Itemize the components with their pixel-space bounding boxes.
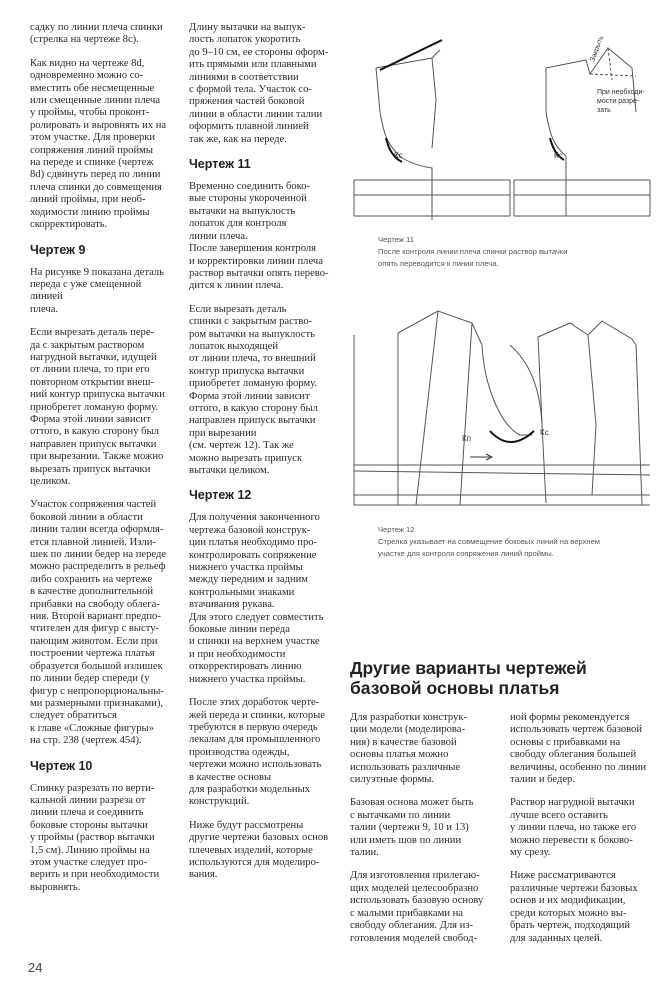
paragraph: Ниже будут рассмотрены другие чертежи базовых основ плечевых изделий, которые используются для моделиро- вания. xyxy=(189,819,329,881)
paragraph: Если вырезать деталь спинки с закрытым раство- ром вытачки на выпуклость лопаток выходящей от линии плеча, то внешний контур припуска вытачки приобретет ломаную форму. Форма этой линии зависит оттого, в какую сторону был направлен припуск вытачки при вырезании (см. чертеж 12). Так же можно вырезать припуск вытачки целиком. xyxy=(189,303,318,476)
paragraph: Для получения законченного чертежа базовой конструк- ции платья необходимо про- контролировать сопряжение нижнего участка проймы между передним и задним контрольными знаками втачивания рукава. Для этого следует совместить боковые линии переда и спинки на верхнем участке и при необходимости откорректировать линию нижнего участка проймы. xyxy=(189,512,324,685)
heading-drawing-11: Чертеж 11 xyxy=(189,157,251,172)
section-title: Другие варианты чертежей базовой основы платья xyxy=(350,658,587,698)
paragraph: Ниже рассматриваются различные чертежи базовых основ и их модификации, среди которых можно вы- брать чертеж, подходящий для заданных целей. xyxy=(510,870,638,944)
text-column-1 xyxy=(30,22,170,905)
label-cut-if-needed: При необходи- мости разре- зать xyxy=(597,89,645,114)
label-close: Закрыть xyxy=(589,34,606,63)
paragraph: садку по линии плеча спинки (стрелка на чертеже 8с). xyxy=(30,22,163,46)
paragraph: После этих доработок черте- жей переда и спинки, которые требуются в первую очередь лекалам для промышленного производства одежды, чертежи можно использовать в качестве основы для разработки модельных конструкций. xyxy=(189,697,325,808)
label-kc-left: Кс xyxy=(394,151,403,160)
label-kc-right: Кс xyxy=(554,151,563,160)
text-column-3 xyxy=(350,712,498,956)
heading-drawing-9: Чертеж 9 xyxy=(30,242,86,257)
text-column-2 xyxy=(189,22,339,893)
drawing-12-figure xyxy=(350,305,660,520)
label-kp: Кп xyxy=(462,434,471,443)
drawing-11-figure xyxy=(350,20,660,235)
drawing-12-caption: Стрелка указывает на совмещение боковых линий на верхнем участке для контроля сопряжения линий проймы. xyxy=(378,537,601,558)
paragraph: Спинку разрезать по верти- кальной линии разреза от линии плеча и соединить боковые стороны вытачки у проймы (раствор вытачки 1,5 см). Линию проймы на этом участке следует про- верить и при необходимости выровнять. xyxy=(30,782,160,893)
paragraph: На рисунке 9 показана деталь переда с уже смещенной линией плеча. xyxy=(30,266,164,315)
drawing-11-caption: После контроля линии плеча спинки раствор вытачки опять переводится к линии плеча. xyxy=(378,247,568,268)
paragraph: Длину вытачки на выпук- лость лопаток укоротить до 9–10 см, ее стороны оформ- ить прямыми или плавными линиями в соответствии с формой тела. Участок со- пряжения частей боковой линии в области линии талии оформить плавной линией так же, как на переде. xyxy=(189,22,329,145)
paragraph: Временно соединить боко- вые стороны укороченной вытачки на выпуклость лопаток для контроля линии плеча. После завершения контроля и корректировки линии плеча раствор вытачки опять перево- дится к линии плеча. xyxy=(189,181,329,292)
text-column-4 xyxy=(510,712,658,956)
heading-drawing-10: Чертеж 10 xyxy=(30,758,93,773)
label-kc: Кс xyxy=(540,428,549,437)
paragraph: Для изготовления прилегаю- щих моделей целесообразно использовать базовую основу с малыми прибавками на свободу облегания. Для из- готовления моделей свобод- xyxy=(350,870,484,944)
paragraph: Базовая основа может быть с вытачками по линии талии (чертежи 9, 10 и 13) или иметь шов по линии талии. xyxy=(350,797,474,859)
paragraph: Для разработки конструк- ции модели (моделирова- ния) в качестве базовой основы платья можно использовать различные силуэтные формы. xyxy=(350,712,468,786)
paragraph: Участок сопряжения частей боковой линии в области линии талии всегда оформля- ется плавной линией. Изли- шек по линии бедер на переде можно распределить в рельеф либо сохранить на чертеже в качестве дополнительной прибавки на свободу облега- ния. Второй вариант предпо- чтителен для фигур с высту- пающим животом. Если при построении чертежа платья образуется большой излишек по линии бедер спереди (у фигур с непропорциональны- ми размерными признаками), следует обратиться к главе «Сложные фигуры» на стр. 238 (чертеж 454). xyxy=(30,499,167,747)
drawing-12-caption-title: Чертеж 12 xyxy=(378,525,415,534)
heading-drawing-12: Чертеж 12 xyxy=(189,488,252,503)
paragraph: ной формы рекомендуется использовать чертеж базовой основы с прибавками на свободу облегания большей величины, особенно по линии талии и бедер. xyxy=(510,712,647,786)
paragraph: Как видно на чертеже 8d, одновременно можно со- вместить обе несмещенные или смещенные линии плеча у проймы, чтобы проконт- ролировать и выровнять их на этом участке. Для проверки сопряжения линий проймы на переде и спинке (чертеж 8d) сдвинуть перед по линии плеча спинки до совмещения линий проймы, при необ- ходимости линию проймы скорректировать. xyxy=(30,57,167,231)
page-number: 24 xyxy=(28,960,43,975)
paragraph: Раствор нагрудной вытачки лучше всего оставить у линии плеча, но также его можно перевести к боково- му срезу. xyxy=(510,797,637,859)
drawing-11-caption-title: Чертеж 11 xyxy=(378,235,414,244)
paragraph: Если вырезать деталь пере- да с закрытым раствором нагрудной вытачки, идущей от линии плеча, то при его повторном открытии внеш- ний контур припуска вытачки приобретет ломаную форму. Форма этой линии зависит оттого, в какую сторону был направлен припуск вытачки при вырезании. Также можно вырезать припуск вытачки целиком. xyxy=(30,327,165,487)
